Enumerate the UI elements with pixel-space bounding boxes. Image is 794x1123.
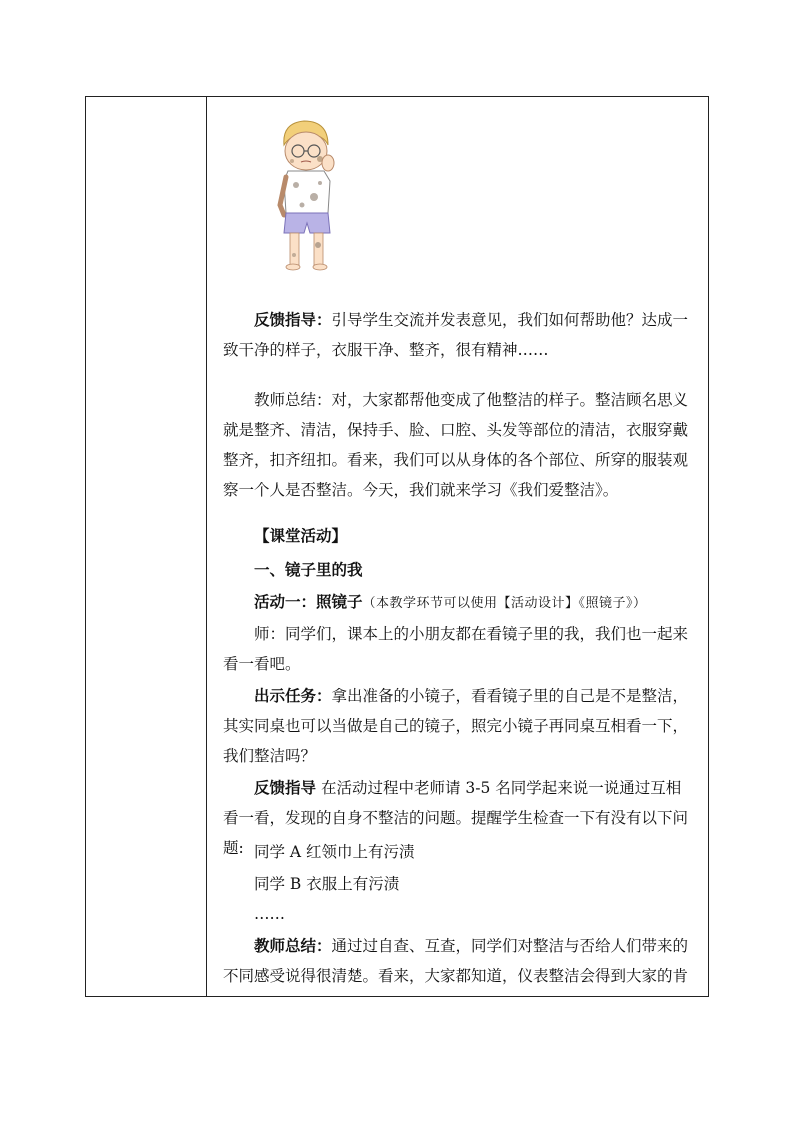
feedback-paragraph-1 bbox=[223, 305, 695, 365]
summary2-label: 教师总结： bbox=[254, 936, 332, 955]
activity-line bbox=[223, 587, 695, 619]
task-text: 拿出准备的小镜子，看看镜子里的自己是不是整洁，其实同桌也可以当做是自己的镜子，照完小镜子再同桌互相看一下，我们整洁吗？ bbox=[223, 687, 689, 765]
task-label: 出示任务： bbox=[254, 686, 332, 705]
activity-label: 活动一：照镜子 bbox=[254, 592, 363, 611]
subheading: 一、镜子里的我 bbox=[254, 560, 363, 579]
feedback2-label: 反馈指导 bbox=[254, 778, 317, 797]
task-paragraph bbox=[223, 681, 695, 771]
feedback-label: 反馈指导： bbox=[254, 310, 332, 329]
lesson-table bbox=[85, 96, 709, 997]
list-item: 同学 A 红领巾上有污渍 bbox=[254, 843, 415, 861]
left-column-cell bbox=[86, 97, 207, 996]
section-heading: 【课堂活动】 bbox=[254, 526, 348, 545]
teacher-line: 师：同学们，课本上的小朋友都在看镜子里的我，我们也一起来看一看吧。 bbox=[223, 625, 689, 673]
teacher-summary-2 bbox=[223, 931, 695, 991]
list-item: 同学 B 衣服上有污渍 bbox=[254, 875, 400, 893]
summary2-text: 通过过自查、互查，同学们对整洁与否给人们带来的不同感受说得很清楚。看来，大家都知道，仪表整洁会得到大家的肯 bbox=[223, 937, 689, 985]
feedback2-text: 在活动过程中老师请 3-5 名同学起来说一说通过互相看一看，发现的自身不整洁的问题。提醒学生检查一下有没有以下问题: bbox=[223, 779, 689, 857]
right-column-cell bbox=[207, 97, 708, 996]
feedback-text: 引导学生交流并发表意见，我们如何帮助他？达成一致干净的样子，衣服干净、整齐，很有精神…… bbox=[223, 311, 689, 359]
activity-note: （本教学环节可以使用【活动设计】《照镜子》） bbox=[362, 596, 647, 611]
teacher-summary-1: 教师总结：对，大家都帮他变成了他整洁的样子。整洁顾名思义就是整齐、清洁，保持手、脸、口腔、头发等部位的清洁，衣服穿戴整齐，扣齐纽扣。看来，我们可以从身体的各个部位、所穿的服装观察一个人是否整洁。今天，我们就来学习《我们爱整洁》。 bbox=[223, 391, 689, 499]
list-item: …… bbox=[254, 905, 285, 923]
messy-boy-illustration bbox=[262, 115, 352, 275]
